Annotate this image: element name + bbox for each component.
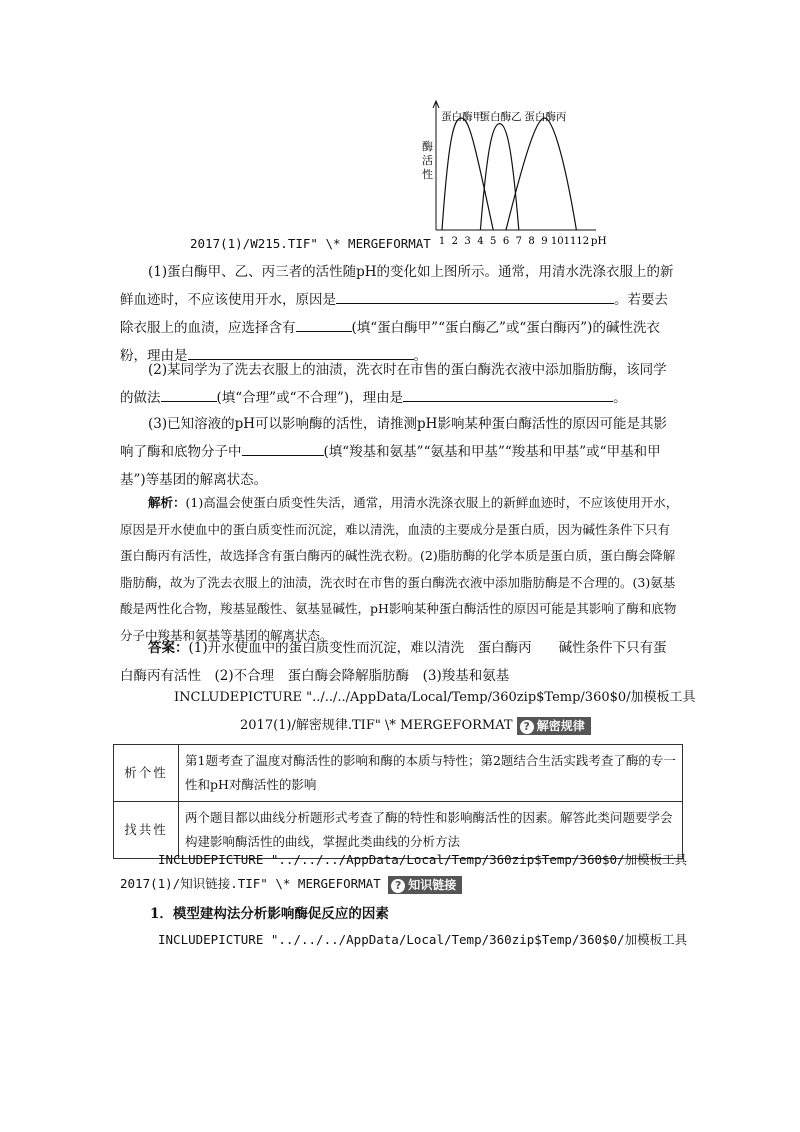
analysis-text: (1)高温会使蛋白质变性失活，通常，用清水洗涤衣服上的新鲜血迹时，不应该使用开水，原因是开水使血中的蛋白质变性而沉淀，难以清洗，血渍的主要成分是蛋白质，因为碱性条件下只有蛋白酶丙有活性，故选择含有蛋白酶丙的碱性洗衣粉。(2)脂肪酶的化学本质是蛋白质，蛋白酶会降解脂肪酶，故为了洗去衣服上的油渍，洗衣时在市售的蛋白酶洗衣液中添加脂肪酶是不合理的。(3)氨基酸是两性化合物，羧基显酸性、氨基显碱性，pH影响某种蛋白酶活性的原因可能是其影响了酶和底物分子中羧基和氨基等基团的解离状态。: [120, 495, 679, 643]
x-tick-label: 6: [502, 236, 510, 247]
x-tick-label: 1: [438, 236, 446, 247]
q1-blank-2[interactable]: [296, 317, 352, 332]
q3-text-b: (填“羧基和氨基”“氨基和甲基”“羧基和甲基”或“甲基和甲基”)等基团的解离状态。: [120, 444, 661, 488]
analysis-label: 解析：: [148, 495, 186, 510]
include-line-3: INCLUDEPICTURE "../../../AppData/Local/Temp/360zip$Temp/360$0/加模板工具: [158, 932, 688, 947]
y-axis-label-char: 酶: [422, 140, 433, 153]
q2-text-a: (2)某同学为了洗去衣服上的油渍，洗衣时在市售的蛋白酶洗衣液中添加脂肪酶，该同学的做法: [120, 362, 667, 406]
figure-caption: 2017(1)/W215.TIF" \* MERGEFORMAT: [190, 236, 431, 251]
x-tick-label: 12: [576, 236, 590, 247]
q1-blank-1[interactable]: [336, 289, 614, 304]
answer-block: [120, 634, 680, 690]
x-tick-label: 11: [563, 236, 577, 247]
q2-text-b: (填“合理”或“不合理”)，理由是: [216, 390, 404, 406]
y-axis-label-char: 活: [422, 154, 433, 167]
decode-rule-badge-label: 解密规律: [536, 718, 585, 733]
include-line-1a: INCLUDEPICTURE "../../../AppData/Local/Temp/360zip$Temp/360$0/加模板工具: [174, 690, 696, 705]
table-key-cell: 析个性: [114, 745, 179, 802]
include-line-1b: [240, 714, 591, 735]
q1-text-b: 。若要去除衣服上的血渍，应选择含有: [120, 292, 668, 336]
knowledge-link-badge: [388, 876, 462, 894]
answer-text: (1)开水使血中的蛋白质变性而沉淀，难以清洗 蛋白酶丙 碱性条件下只有蛋白酶丙有活性 (2)不合理 蛋白酶会降解脂肪酶 (3)羧基和氨基: [120, 640, 667, 684]
question-mark-icon: ?: [391, 879, 405, 893]
x-tick-label: 5: [490, 236, 497, 247]
x-tick-label: 4: [477, 236, 484, 247]
q2-text-c: 。: [613, 390, 627, 406]
x-axis-unit: pH: [590, 235, 607, 247]
knowledge-link-badge-label: 知识链接: [408, 877, 457, 892]
x-tick-label: 3: [464, 236, 471, 247]
q2-blank-2[interactable]: [403, 387, 613, 402]
curve-3: [506, 118, 576, 230]
question-1: [120, 258, 680, 370]
table-row: [114, 745, 683, 802]
q1-text-a: (1)蛋白酶甲、乙、丙三者的活性随pH的变化如上图所示。通常，用清水洗涤衣服上的新鲜血迹时，不应该使用开水，原因是: [120, 264, 674, 308]
question-mark-icon: ?: [520, 720, 534, 734]
x-tick-label: 2: [451, 236, 458, 247]
q3-blank-1[interactable]: [242, 441, 324, 456]
q1-text-d: 。: [413, 348, 427, 364]
y-axis-label-char: 性: [422, 168, 433, 181]
curve-2: [480, 124, 518, 230]
x-tick-label: 10: [550, 236, 564, 247]
rule-table: [113, 744, 683, 859]
x-tick-label: 9: [541, 236, 548, 247]
table-value-cell: 第1题考查了温度对酶活性的影响和酶的本质与特性；第2题结合生活实践考查了酶的专一性和pH对酶活性的影响: [179, 745, 683, 802]
x-tick-label: 8: [528, 236, 535, 247]
include1-path: 2017(1)/解密规律.TIF" \* MERGEFORMAT: [240, 718, 513, 733]
question-3: [120, 410, 680, 494]
decode-rule-badge: [517, 717, 591, 735]
q2-blank-1[interactable]: [161, 387, 217, 402]
curve-label: 蛋白酶乙: [479, 111, 522, 123]
x-tick-label: 7: [515, 236, 522, 247]
q3-text-a: (3)已知溶液的pH可以影响酶的活性，请推测pH影响某种蛋白酶活性的原因可能是其影响了酶和底物分子中: [120, 416, 667, 460]
curve-label: 蛋白酶丙: [524, 111, 567, 123]
question-2: [120, 356, 680, 412]
analysis-block: [120, 490, 680, 649]
section-heading: 1．模型建构法分析影响酶促反应的因素: [150, 906, 389, 922]
curve-label: 蛋白酶甲: [441, 111, 484, 123]
include2-path: 2017(1)/知识链接.TIF" \* MERGEFORMAT: [120, 876, 381, 891]
include-line-2b: [120, 874, 462, 894]
q1-text-c: (填“蛋白酶甲”“蛋白酶乙”或“蛋白酶丙”)的碱性洗衣粉，理由是: [120, 320, 660, 364]
answer-label: 答案：: [148, 640, 189, 656]
chart-svg: [418, 100, 618, 250]
include-line-2a: INCLUDEPICTURE "../../../AppData/Local/Temp/360zip$Temp/360$0/加模板工具: [158, 852, 688, 867]
table-key-cell: 找共性: [114, 802, 179, 859]
enzyme-activity-chart: [418, 100, 618, 250]
table-value-cell: 两个题目都以曲线分析题形式考查了酶的特性和影响酶活性的因素。解答此类问题要学会构建影响酶活性的曲线，掌握此类曲线的分析方法: [179, 802, 683, 859]
